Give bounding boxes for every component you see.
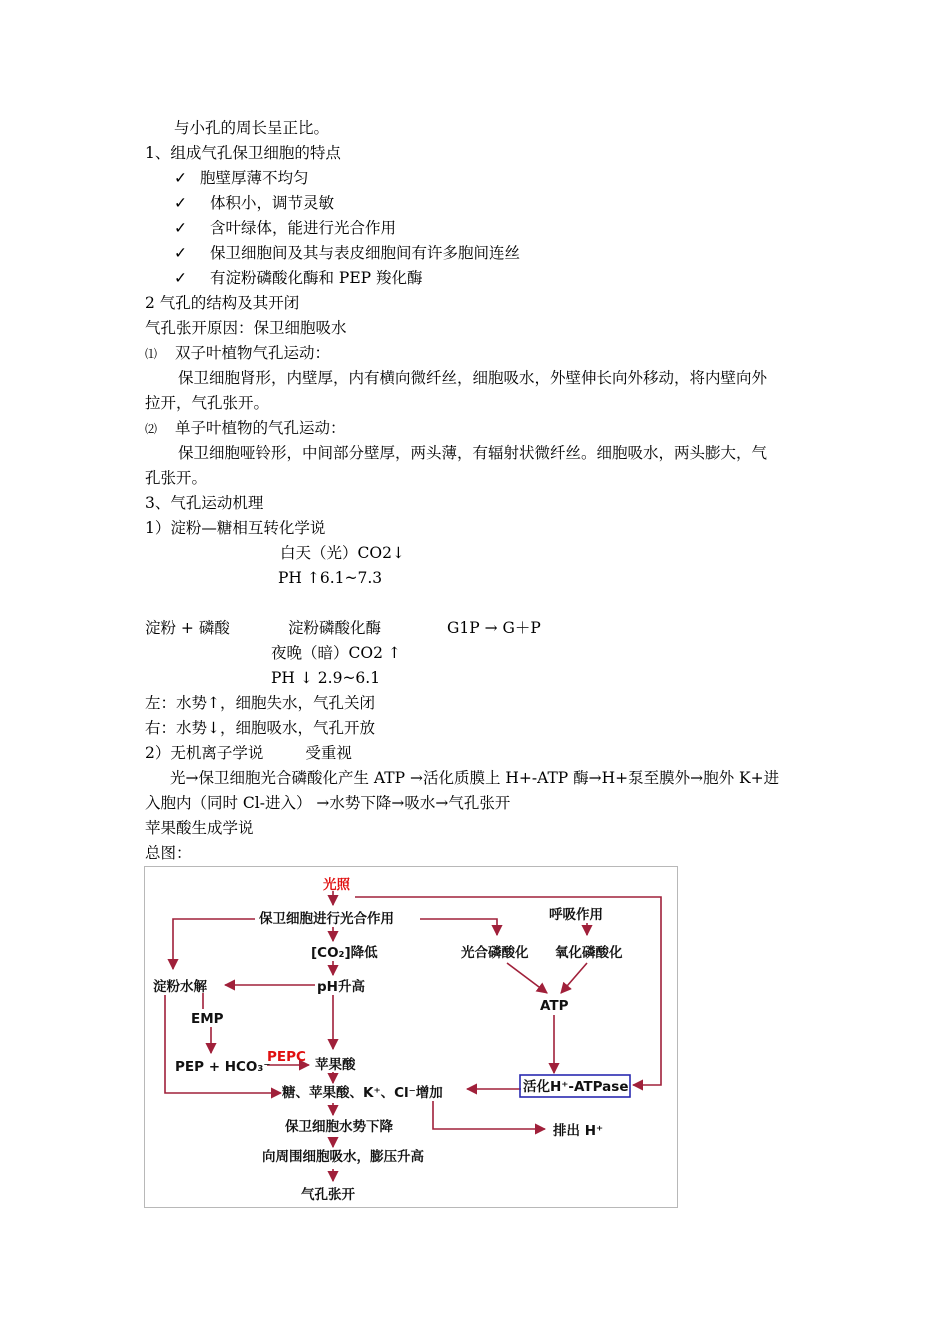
check-icon: ✓ [174, 244, 187, 262]
respiration-label: 呼吸作用 [549, 907, 603, 923]
right-direction: 右：水势↓，细胞吸水，气孔开放 [145, 719, 375, 737]
bullet-item: ✓ 体积小，调节灵敏 [174, 194, 335, 212]
bullet-item: ✓ 保卫细胞间及其与表皮细胞间有许多胞间连丝 [174, 244, 521, 262]
overview-label: 总图： [145, 844, 192, 862]
atpase-label: 活化H⁺-ATPase [523, 1079, 629, 1095]
water-potential-decrease-label: 保卫细胞水势下降 [285, 1119, 393, 1135]
theory-3-title: 苹果酸生成学说 [145, 819, 254, 837]
heading-1: 1、组成气孔保卫细胞的特点 [145, 144, 341, 162]
heading-2: 2 气孔的结构及其开闭 [145, 294, 300, 312]
monocot-body: 保卫细胞哑铃形，中间部分壁厚，两头薄，有辐射状微纤丝。细胞吸水，两头膨大，气 [178, 444, 768, 462]
check-icon: ✓ [174, 269, 187, 287]
cause-line: 气孔张开原因：保卫细胞吸水 [145, 319, 347, 337]
bullet-item: ✓ 有淀粉磷酸化酶和 PEP 羧化酶 [174, 269, 423, 287]
photosynthesis-label: 保卫细胞进行光合作用 [259, 911, 394, 927]
solute-increase-label: 糖、苹果酸、K⁺、Cl⁻增加 [282, 1085, 443, 1101]
dicot-body-cont: 拉开，气孔张开。 [145, 394, 270, 412]
bullet-item: ✓ 胞壁厚薄不均匀 [174, 169, 309, 187]
pepc-label: PEPC [267, 1049, 306, 1065]
stomata-open-label: 气孔张开 [301, 1187, 355, 1203]
light-label: 光照 [323, 877, 350, 893]
night-condition: 夜晚（暗）CO2 ↑ [271, 644, 401, 662]
equation-enzyme: 淀粉磷酸化酶 [288, 619, 382, 637]
check-icon: ✓ [174, 169, 187, 187]
theory-2-title: 2）无机离子学说 受重视 [145, 744, 352, 762]
equation-right: G1P → G＋P [447, 619, 541, 637]
ion-theory-body-cont: 入胞内（同时 Cl-进入） →水势下降→吸水→气孔张开 [145, 794, 511, 812]
atp-label: ATP [540, 998, 569, 1014]
heading-3: 3、气孔运动机理 [145, 494, 264, 512]
pep-hco3-label: PEP + HCO₃⁻ [175, 1059, 271, 1075]
water-absorption-label: 向周围细胞吸水，膨压升高 [262, 1149, 424, 1165]
night-ph: PH ↓ 2.9~6.1 [271, 669, 381, 687]
photophosphorylation-label: 光合磷酸化 [461, 945, 529, 961]
dicot-title: ⑴ 双子叶植物气孔运动： [145, 344, 331, 362]
starch-hydrolysis-label: 淀粉水解 [153, 979, 207, 995]
diagram-svg [145, 867, 677, 1207]
continued-line: 与小孔的周长呈正比。 [174, 119, 330, 137]
check-icon: ✓ [174, 194, 187, 212]
theory-1-title: 1）淀粉—糖相互转化学说 [145, 519, 326, 537]
emp-label: EMP [191, 1011, 224, 1027]
day-ph: PH ↑6.1~7.3 [278, 569, 383, 587]
ion-theory-body: 光→保卫细胞光合磷酸化产生 ATP →活化质膜上 H+-ATP 酶→H+泵至膜外→胞外 K+进 [170, 769, 780, 787]
monocot-title: ⑵ 单子叶植物的气孔运动： [145, 419, 346, 437]
oxidative-phosphorylation-label: 氧化磷酸化 [555, 945, 623, 961]
dicot-body: 保卫细胞肾形，内壁厚，内有横向微纤丝，细胞吸水，外壁伸长向外移动，将内壁向外 [178, 369, 768, 387]
stomata-mechanism-diagram [144, 866, 678, 1208]
equation-left: 淀粉 + 磷酸 [145, 619, 230, 637]
co2-decrease-label: [CO₂]降低 [311, 945, 378, 961]
malate-label: 苹果酸 [315, 1057, 356, 1073]
monocot-body-cont: 孔张开。 [145, 469, 208, 487]
day-condition: 白天（光）CO2↓ [280, 544, 405, 562]
ph-rise-label: pH升高 [317, 979, 365, 995]
bullet-item: ✓ 含叶绿体，能进行光合作用 [174, 219, 397, 237]
left-direction: 左：水势↑，细胞失水，气孔关闭 [145, 694, 375, 712]
check-icon: ✓ [174, 219, 187, 237]
excrete-h-label: 排出 H⁺ [553, 1123, 604, 1139]
